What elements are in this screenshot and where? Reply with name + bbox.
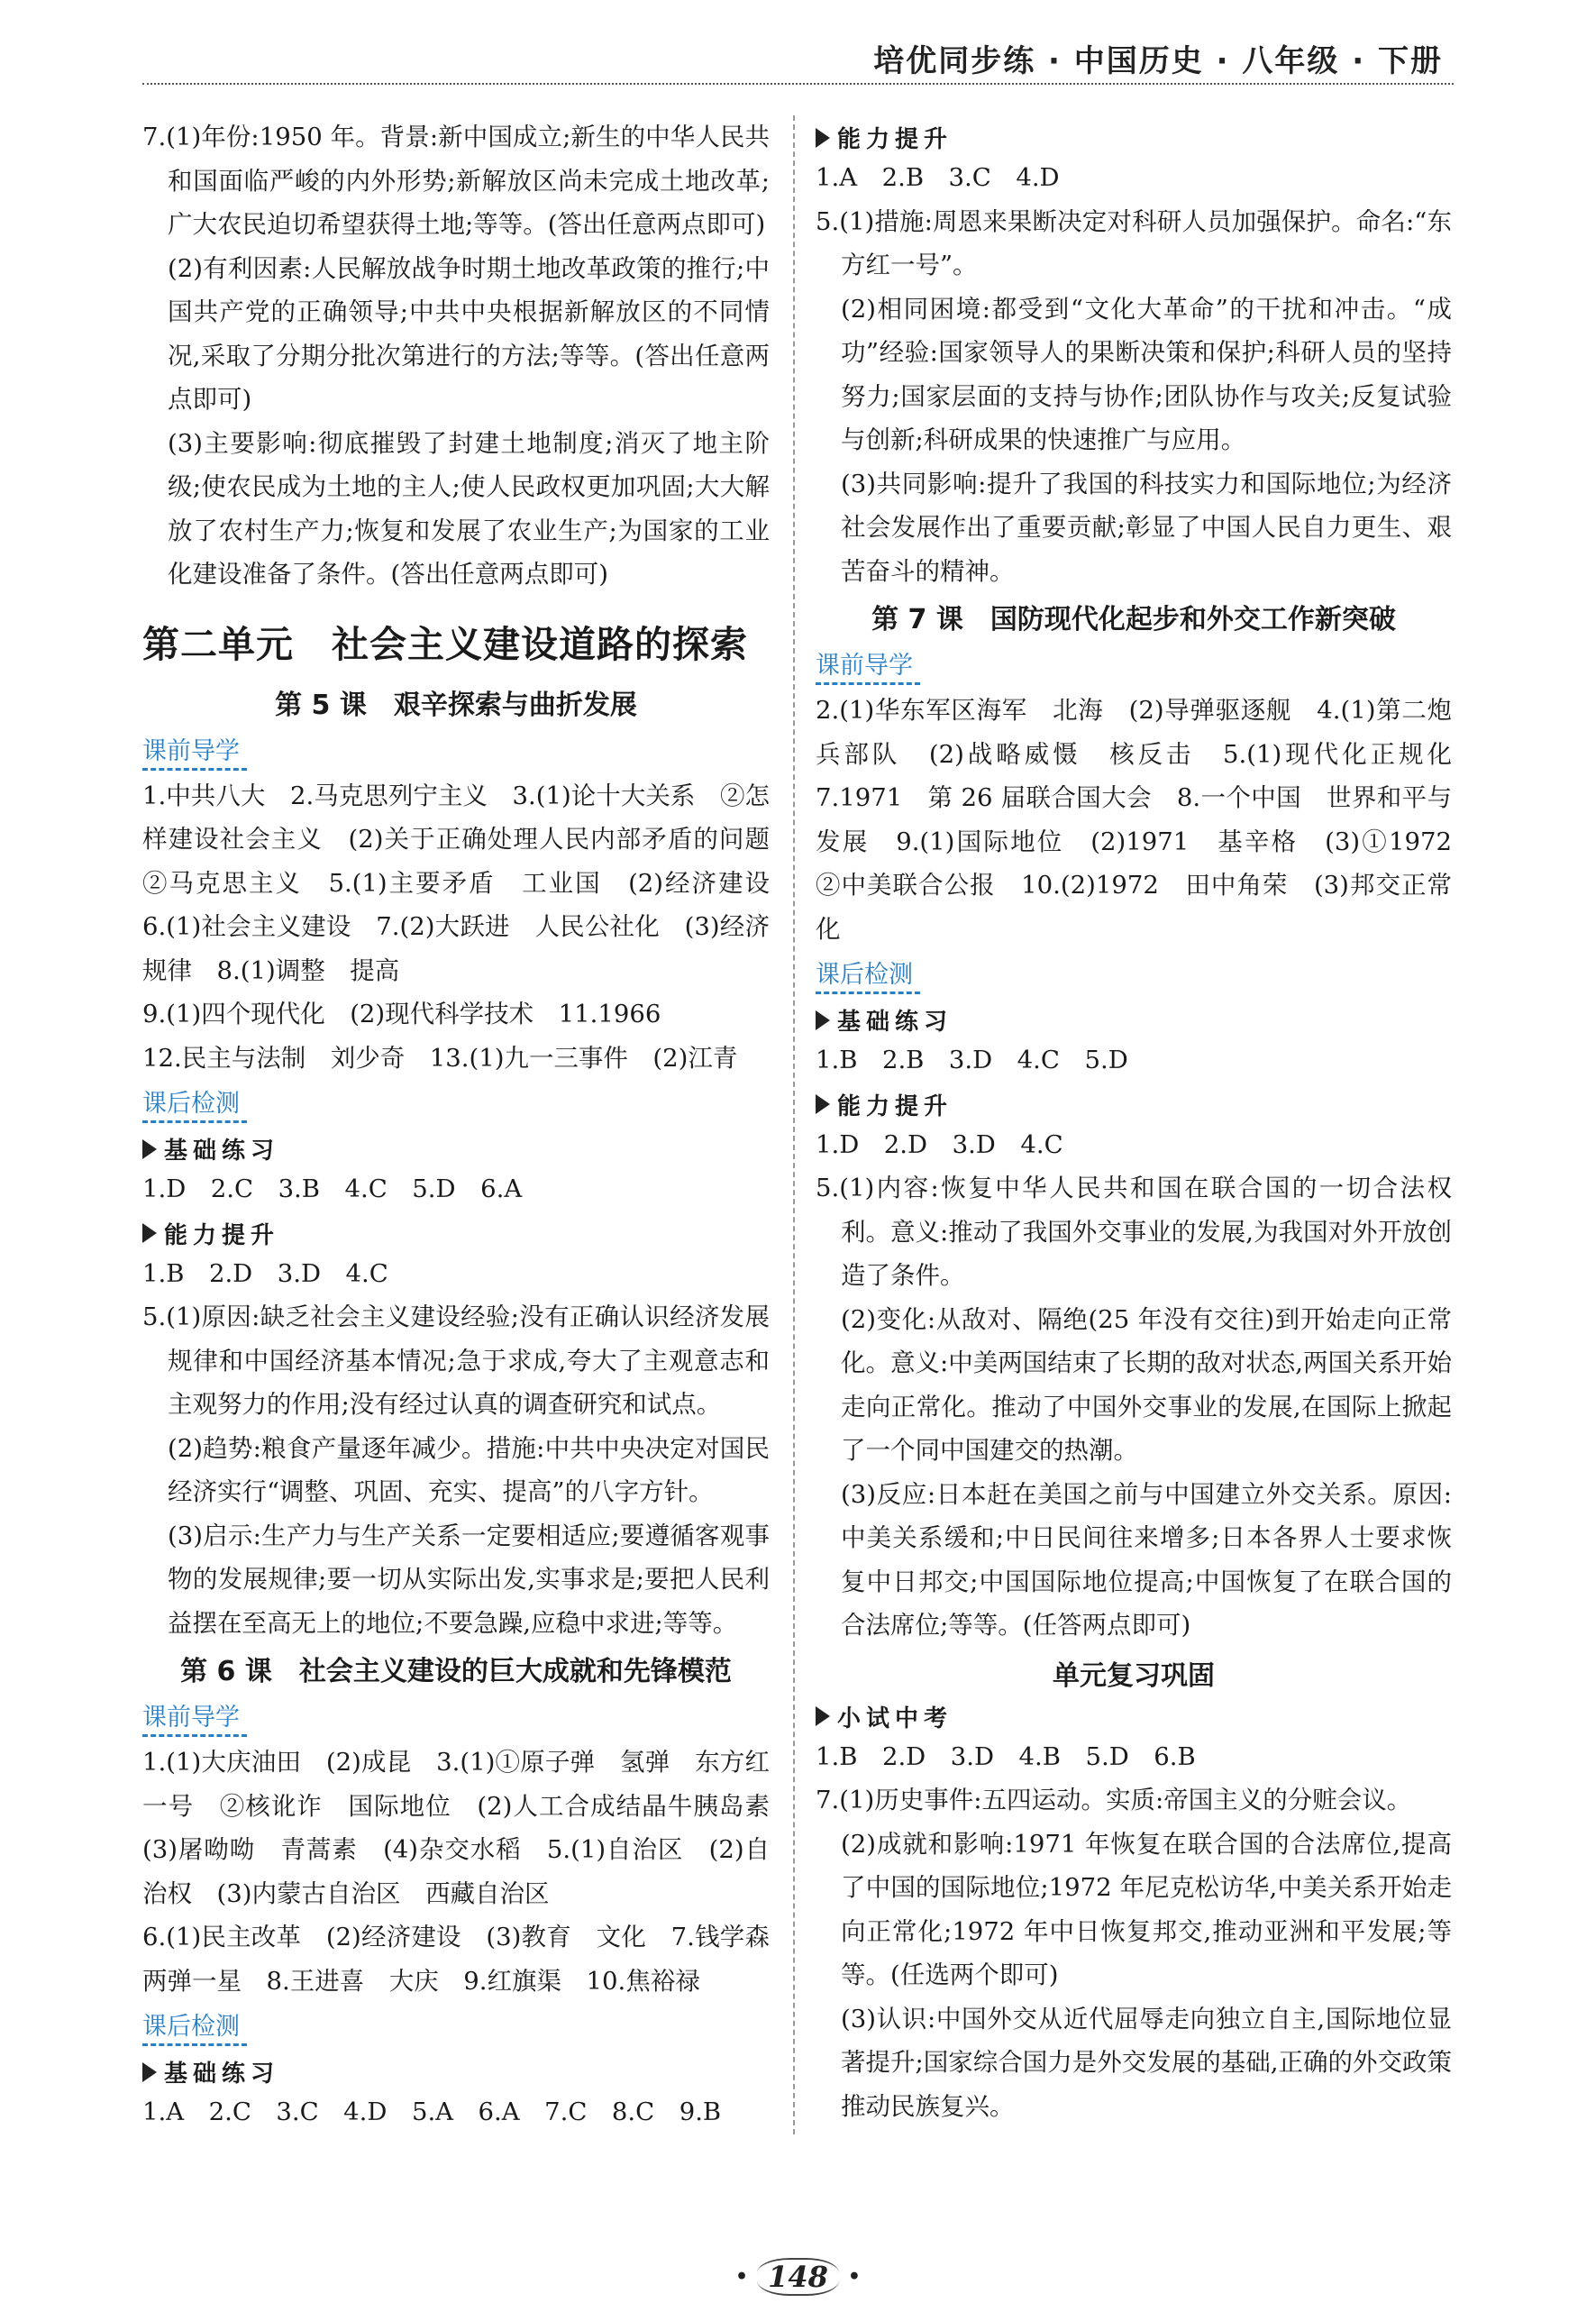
lesson-6-ability-answers: 1.A 2.B 3.C 4.D — [816, 163, 1060, 192]
triangle-bullet-icon — [816, 1010, 830, 1030]
page-footer — [0, 2258, 1596, 2296]
answer-q7-part1: 7.(1)年份:1950 年。背景:新中国成立;新生的中华人民共和国面临严峻的内外形势;新解放区尚未完成土地改革;广大农民迫切希望获得土地;等等。(答出任意两点即可) — [142, 123, 770, 239]
lesson-5-title: 第 5 课 艰辛探索与曲折发展 — [275, 689, 637, 721]
triangle-bullet-icon — [142, 2062, 157, 2082]
lesson-5-basic-answers: 1.D 2.C 3.B 4.C 5.D 6.A — [142, 1174, 523, 1203]
basic-practice-heading: 基础练习 — [816, 1003, 1452, 1037]
right-column — [816, 115, 1477, 2128]
lesson-7-q5-part1: 5.(1)内容:恢复中华人民共和国在联合国的一切合法权利。意义:推动了我国外交事业的发展,为我国对外开放创造了条件。 — [816, 1174, 1453, 1290]
review-q7-part1: 7.(1)历史事件:五四运动。实质:帝国主义的分赃会议。 — [816, 1786, 1412, 1814]
ability-heading: 能力提升 — [142, 1217, 770, 1250]
lesson-6-q5-part1: 5.(1)措施:周恩来果断决定对科研人员加强保护。命名:“东方红一号”。 — [816, 206, 1452, 279]
review-exam-answers: 1.B 2.D 3.D 4.B 5.D 6.B — [816, 1741, 1196, 1771]
lesson-6-basic-answers: 1.A 2.C 3.C 4.D 5.A 6.A 7.C 8.C 9.B — [142, 2097, 722, 2126]
post-class-tag: 课后检测 — [816, 955, 920, 994]
unit-review-title: 单元复习巩固 — [1053, 1659, 1215, 1692]
lesson-6-q5-part3: (3)共同影响:提升了我国的科技实力和国际地位;为经济社会发展作出了重要贡献;彰显了中国人民自力更生、艰苦奋斗的精神。 — [841, 469, 1452, 586]
basic-practice-heading: 基础练习 — [142, 1132, 770, 1165]
lesson-5-pre-answers: 9.(1)四个现代化 (2)现代科学技术 11.1966 — [142, 1000, 661, 1028]
page-header — [0, 0, 1596, 90]
ability-heading: 能力提升 — [816, 121, 1452, 154]
book-series-title: 培优同步练 · 中国历史 · 八年级 · 下册 — [873, 43, 1443, 79]
triangle-bullet-icon — [816, 1094, 830, 1114]
lesson-7-q5-part3: (3)反应:日本赶在美国之前与中国建立外交关系。原因:中美关系缓和;中日民间往来增多;日本各界人士要求恢复中日邦交;中国国际地位提高;中国恢复了在联合国的合法席位;等等。(任答两点即可) — [841, 1479, 1452, 1640]
lesson-5-q5-part1: 5.(1)原因:缺乏社会主义建设经验;没有正确认识经济发展规律和中国经济基本情况;急于求成,夸大了主观意志和主观努力的作用;没有经过认真的调查研究和试点。 — [142, 1302, 770, 1419]
lesson-5-pre-answers: 12.民主与法制 刘少奇 13.(1)九一三事件 (2)江青 — [142, 1043, 738, 1073]
triangle-bullet-icon — [816, 1706, 830, 1726]
triangle-bullet-icon — [142, 1139, 157, 1159]
answer-q7-part3: (3)主要影响:彻底摧毁了封建土地制度;消灭了地主阶级;使农民成为土地的主人;使人民政权更加巩固;大大解放了农村生产力;恢复和发展了农业生产;为国家的工业化建设准备了条件。(答出任意两点即可) — [168, 428, 770, 589]
lesson-5-ability-answers: 1.B 2.D 3.D 4.C — [142, 1258, 388, 1288]
page-number: • 148 • — [735, 2260, 861, 2294]
post-class-tag: 课后检测 — [142, 2006, 247, 2046]
pre-class-tag: 课前导学 — [142, 1697, 247, 1737]
answer-q7-part2: (2)有利因素:人民解放战争时期土地改革政策的推行;中国共产党的正确领导;中共中央根据新解放区的不同情况,采取了分期分批次第进行的方法;等等。(答出任意两点即可) — [168, 253, 770, 414]
lesson-5-q5-part2: (2)趋势:粮食产量逐年减少。措施:中共中央决定对国民经济实行“调整、巩固、充实、提高”的八字方针。 — [168, 1433, 770, 1506]
triangle-bullet-icon — [142, 1223, 157, 1243]
basic-practice-heading: 基础练习 — [142, 2055, 770, 2088]
lesson-6-q5-part2: (2)相同困境:都受到“文化大革命”的干扰和冲击。“成功”经验:国家领导人的果断决策和保护;科研人员的坚持努力;国家层面的支持与协作;团队协作与攻关;反复试验与创新;科研成果的快速推广与应用。 — [841, 294, 1452, 454]
ability-heading: 能力提升 — [816, 1088, 1452, 1121]
review-q7-part3: (3)认识:中国外交从近代屈辱走向独立自主,国际地位显著提升;国家综合国力是外交发展的基础,正确的外交政策推动民族复兴。 — [841, 2004, 1453, 2121]
lesson-6-pre-answers: 1.(1)大庆油田 (2)成昆 3.(1)①原子弹 氢弹 东方红一号 ②核讹诈 国际地位 (2)人工合成结晶牛胰岛素 (3)屠呦呦 青蒿素 (4)杂交水稻 5.(1)自治区 (2)自治权 (3)内蒙古自治区 西藏自治区 — [142, 1748, 795, 1908]
lesson-7-pre-answers: 2.(1)华东军区海军 北海 (2)导弹驱逐舰 4.(1)第二炮兵部队 (2)战略威慑 核反击 5.(1)现代化正规化 7.1971 第 26 届联合国大会 8.一个中国 世界和平与发展 9.(1)国际地位 (2)1971 基辛格 (3)①1972 ②中美联合公报 10.(2)1972 田中角荣 (3)邦交正常化 — [816, 696, 1477, 944]
pre-class-tag: 课前导学 — [816, 645, 920, 685]
review-q7-part2: (2)成就和影响:1971 年恢复在联合国的合法席位,提高了中国的国际地位;1972 年尼克松访华,中美关系开始走向正常化;1972 年中日恢复邦交,推动亚洲和平发展;等等。(任选两个即可) — [841, 1829, 1452, 1989]
lesson-7-ability-answers: 1.D 2.D 3.D 4.C — [816, 1129, 1063, 1159]
lesson-6-title: 第 6 课 社会主义建设的巨大成就和先锋模范 — [180, 1656, 732, 1687]
pre-class-tag: 课前导学 — [142, 731, 247, 771]
lesson-7-q5-part2: (2)变化:从敌对、隔绝(25 年没有交往)到开始走向正常化。意义:中美两国结束了长期的敌对状态,两国关系开始走向正常化。推动了中国外交事业的发展,在国际上掀起了一个同中国建交的热潮。 — [841, 1304, 1453, 1465]
lesson-7-title: 第 7 课 国防现代化起步和外交工作新突破 — [871, 604, 1396, 635]
lesson-6-pre-answers: 6.(1)民主改革 (2)经济建设 (3)教育 文化 7.钱学森 两弹一星 8.王进喜 大庆 9.红旗渠 10.焦裕禄 — [142, 1923, 795, 1996]
mini-exam-heading: 小试中考 — [816, 1700, 1452, 1733]
left-column — [142, 115, 795, 2134]
header-divider — [142, 83, 1454, 85]
lesson-5-pre-answers: 1.中共八大 2.马克思列宁主义 3.(1)论十大关系 ②怎样建设社会主义 (2)关于正确处理人民内部矛盾的问题 ②马克思主义 5.(1)主要矛盾 工业国 (2)经济建设 6.(1)社会主义建设 7.(2)大跃进 人民公社化 (3)经济规律 8.(1)调整 提高 — [142, 781, 795, 985]
triangle-bullet-icon — [816, 128, 830, 148]
post-class-tag: 课后检测 — [142, 1083, 247, 1123]
lesson-5-q5-part3: (3)启示:生产力与生产关系一定要相适应;要遵循客观事物的发展规律;要一切从实际出发,实事求是;要把人民利益摆在至高无上的地位;不要急躁,应稳中求进;等等。 — [168, 1521, 770, 1638]
lesson-7-basic-answers: 1.B 2.B 3.D 4.C 5.D — [816, 1046, 1128, 1074]
column-divider — [793, 115, 795, 2134]
unit-title: 第二单元 社会主义建设道路的探索 — [142, 622, 748, 666]
